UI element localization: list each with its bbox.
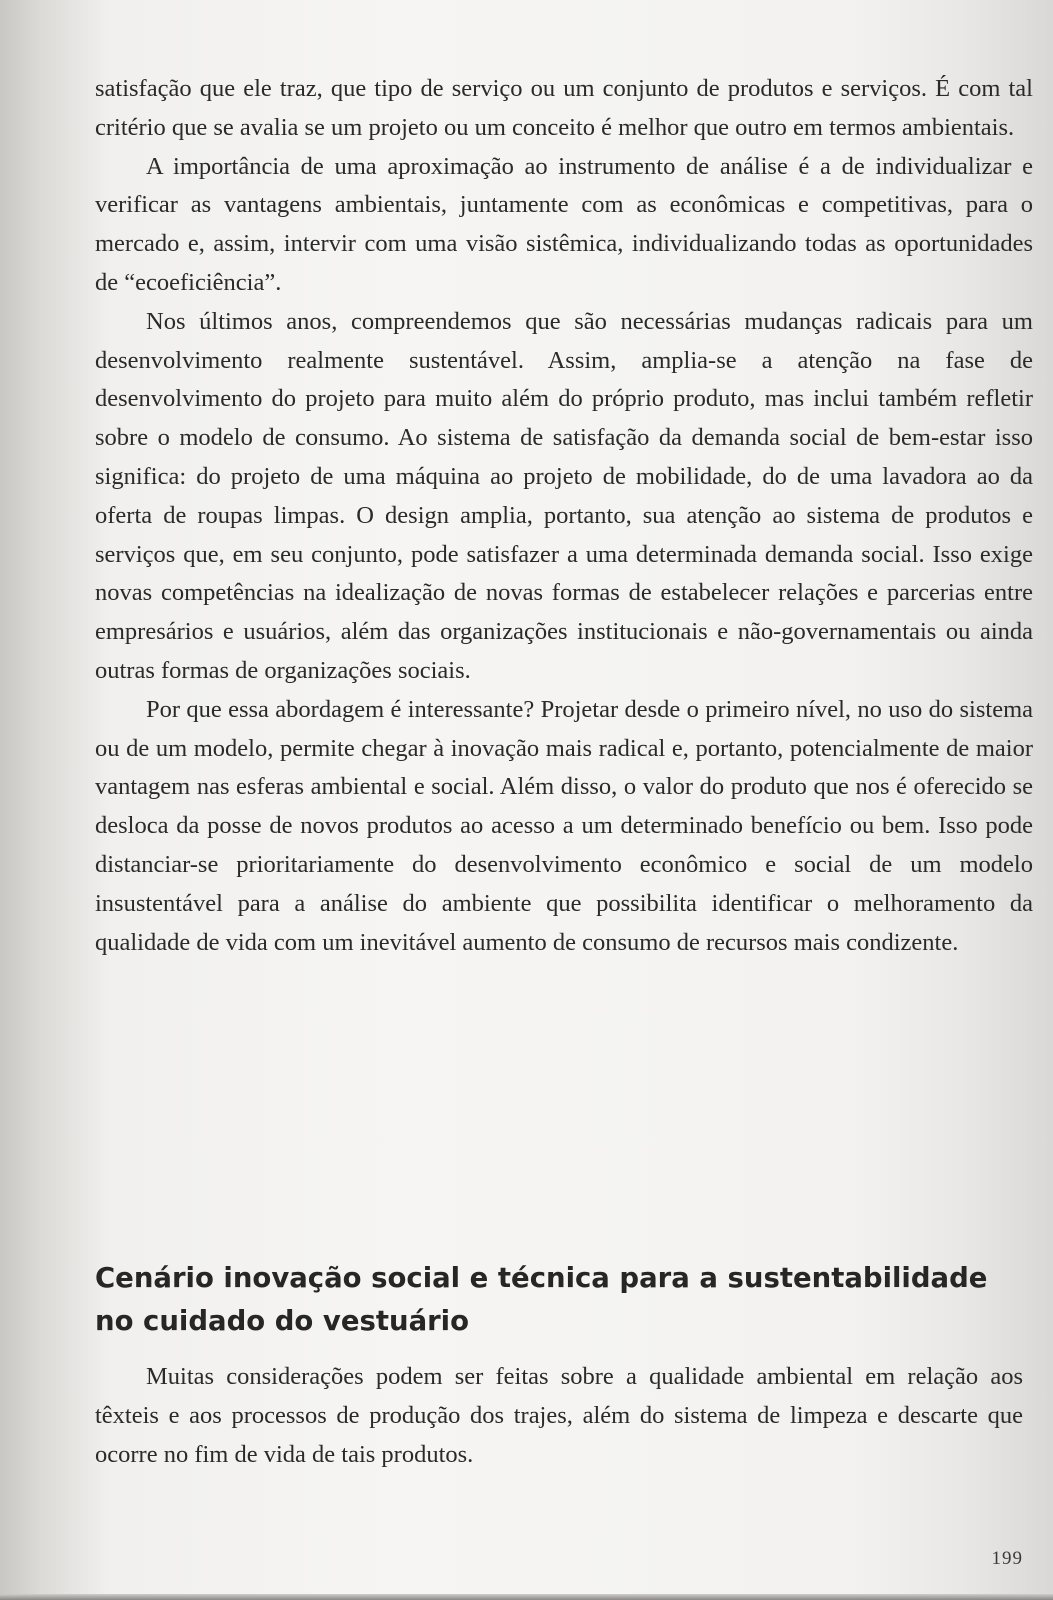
section-heading: Cenário inovação social e técnica para a sustentabilidade no cuidado do vestuário [95, 1262, 988, 1337]
paragraph: A importância de uma aproximação ao instrumento de análise é a de individualizar e verificar as vantagens ambientais, juntamente com as econômicas e competitivas, para o mercado e, assim, intervir com uma visão sistêmica, individualizando todas as oportunidades de “ecoeficiência”. [95, 152, 1033, 296]
paragraph: Por que essa abordagem é interessante? Projetar desde o primeiro nível, no uso do sistema ou de um modelo, permite chegar à inovação mais radical e, portanto, potencialmente de maior vantagem nas esferas ambiental e social. Além disso, o valor do produto que nos é oferecido se desloca da posse de novos produtos ao acesso a um determinado benefício ou bem. Isso pode distanciar-se prioritariamente do desenvolvimento econômico e social de um modelo insustentável para a análise do ambiente que possibilita identificar o melhoramento da qualidade de vida com um inevitável aumento de consumo de recursos mais condizente. [95, 695, 1033, 956]
body-text [95, 70, 1033, 962]
paragraph: Nos últimos anos, compreendemos que são necessárias mudanças radicais para um desenvolvimento realmente sustentável. Assim, amplia-se a atenção na fase de desenvolvimento do projeto para muito além do próprio produto, mas inclui também refletir sobre o modelo de consumo. Ao sistema de satisfação da demanda social de bem-estar isso significa: do projeto de uma máquina ao projeto de mobilidade, do de uma lavadora ao da oferta de roupas limpas. O design amplia, portanto, sua atenção ao sistema de produtos e serviços que, em seu conjunto, pode satisfazer a uma determinada demanda social. Isso exige novas competências na idealização de novas formas de estabelecer relações e parcerias entre empresários e usuários, além das organizações institucionais e não-governamentais ou ainda outras formas de organizações sociais. [95, 307, 1033, 684]
paragraph-continued: satisfação que ele traz, que tipo de serviço ou um conjunto de produtos e serviços. É com tal critério que se avalia se um projeto ou um conceito é melhor que outro em termos ambientais. [95, 75, 1033, 141]
page-number: 199 [991, 1548, 1023, 1569]
section-paragraph: Muitas considerações podem ser feitas sobre a qualidade ambiental em relação aos têxteis e aos processos de produção dos trajes, além do sistema de limpeza e descarte que ocorre no fim de vida de tais produtos. [95, 1363, 1023, 1468]
